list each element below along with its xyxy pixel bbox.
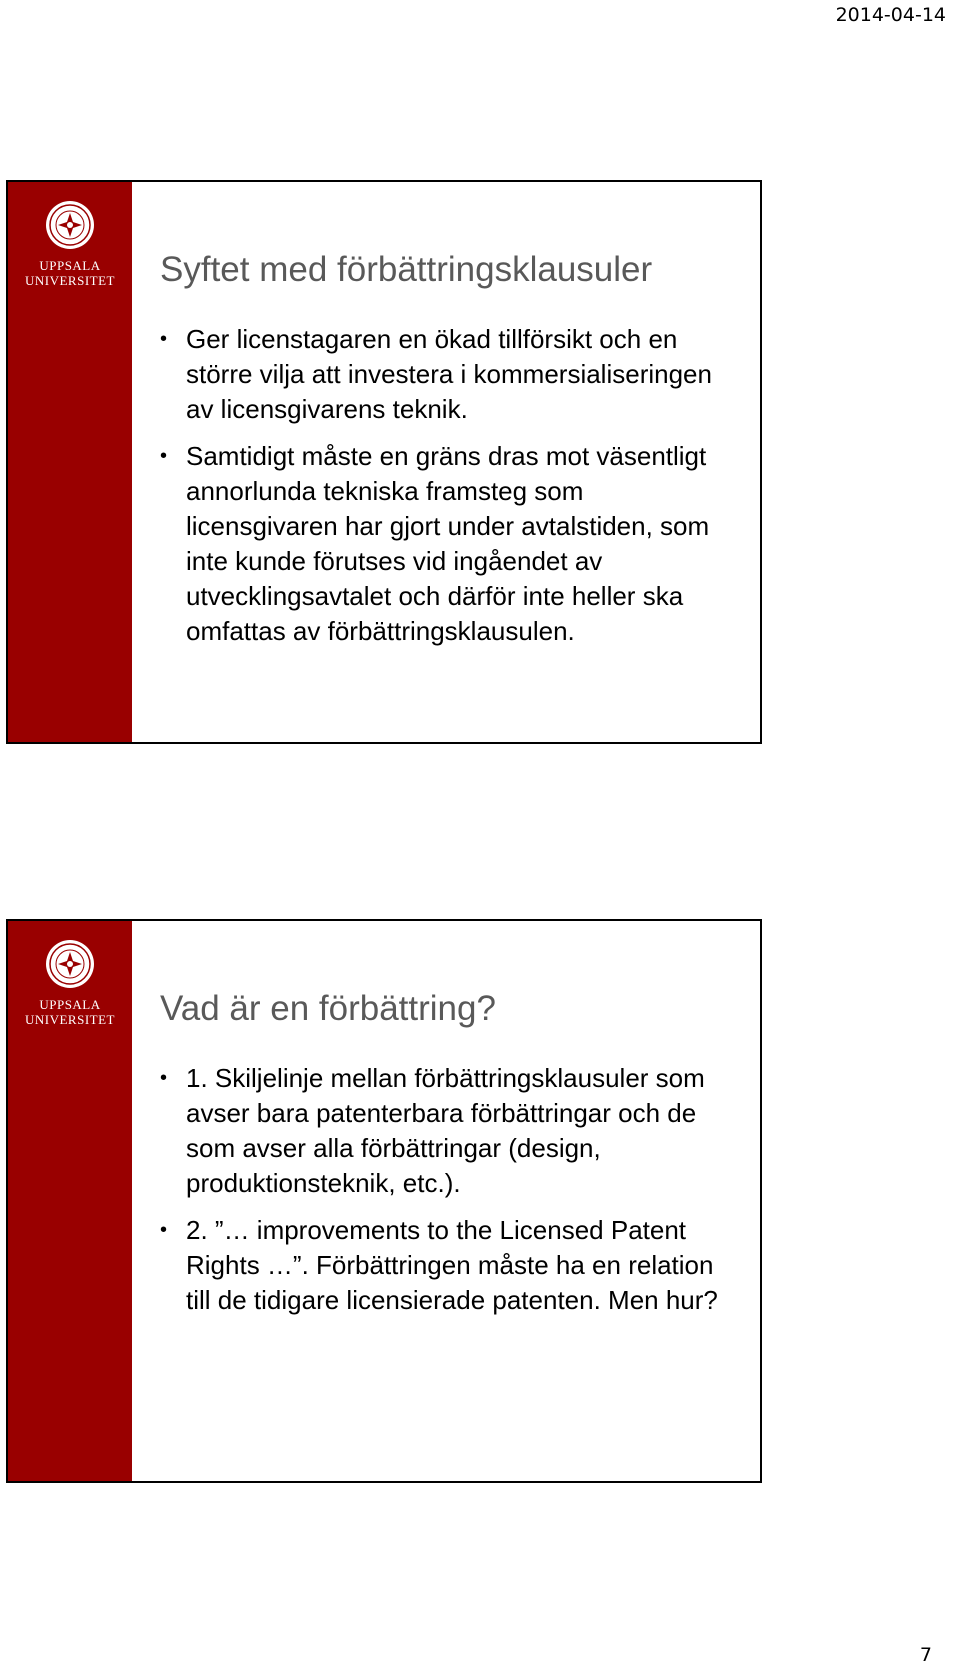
- bullet-dot-icon: •: [160, 1067, 168, 1089]
- logo-line-2: UNIVERSITET: [25, 1012, 115, 1027]
- slide-sidebar: [8, 921, 132, 1481]
- bullet-text: Ger licenstagaren en ökad tillförsikt och en större vilja att investera i kommersialiseringen av licensgivarens teknik.: [186, 324, 712, 424]
- page-date: 2014-04-14: [835, 4, 946, 26]
- logo-line-1: UPPSALA: [39, 258, 101, 273]
- bullet-text: 2. ”… improvements to the Licensed Patent Rights …”. Förbättringen måste ha en relation till de tidigare licensierade patenten. Men hur?: [186, 1215, 718, 1315]
- logo-line-2: UNIVERSITET: [25, 273, 115, 288]
- university-logo: [8, 939, 132, 1027]
- slide-2: [6, 919, 762, 1483]
- bullet-text: Samtidigt måste en gräns dras mot väsentligt annorlunda tekniska framsteg som licensgivaren har gjort under avtalstiden, som inte kunde förutses vid ingåendet av utvecklingsavtalet och därför inte heller ska omfattas av förbättringsklausulen.: [186, 441, 710, 646]
- bullet-list: [160, 322, 740, 661]
- bullet-item: [160, 439, 740, 649]
- university-seal-icon: [45, 200, 95, 250]
- university-seal-icon: [45, 939, 95, 989]
- page-number: 7: [919, 1644, 932, 1666]
- slide-sidebar: [8, 182, 132, 742]
- logo-line-1: UPPSALA: [39, 997, 101, 1012]
- bullet-dot-icon: •: [160, 445, 168, 467]
- bullet-item: [160, 1061, 740, 1201]
- bullet-item: [160, 1213, 740, 1318]
- bullet-list: [160, 1061, 740, 1330]
- bullet-text: 1. Skiljelinje mellan förbättringsklausuler som avser bara patenterbara förbättringar och de som avser alla förbättringar (design, produktionsteknik, etc.).: [186, 1063, 705, 1198]
- bullet-dot-icon: •: [160, 328, 168, 350]
- slide-title: Vad är en förbättring?: [160, 989, 496, 1028]
- university-logo: [8, 200, 132, 288]
- slide-title: Syftet med förbättringsklausuler: [160, 250, 653, 289]
- slide-1: [6, 180, 762, 744]
- bullet-item: [160, 322, 740, 427]
- bullet-dot-icon: •: [160, 1219, 168, 1241]
